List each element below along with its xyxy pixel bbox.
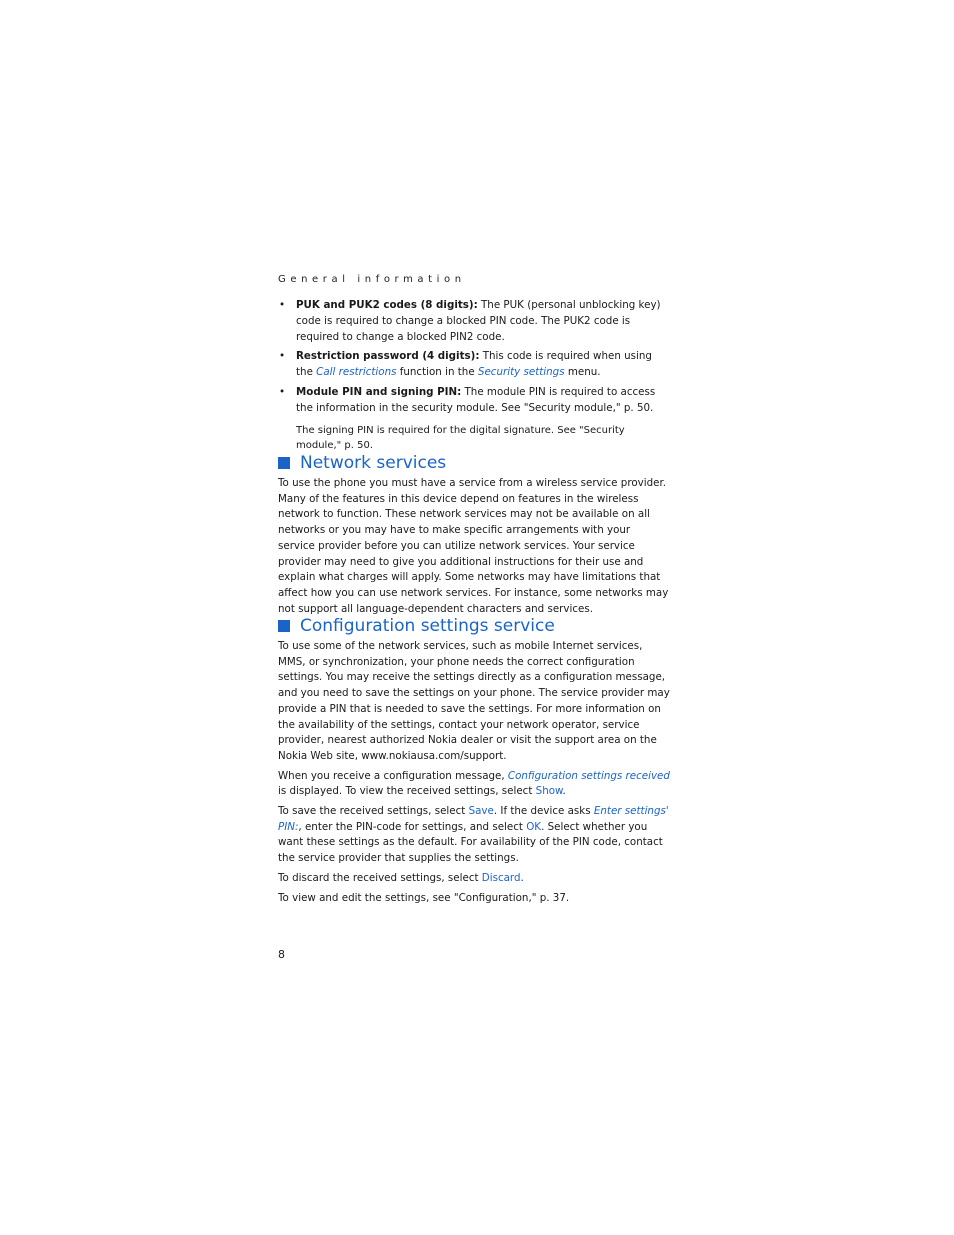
save-option[interactable]: Save [468,805,494,818]
enter-settings-pin-link[interactable]: Enter settings' PIN: [278,805,669,833]
security-settings-link[interactable]: Security settings [477,366,565,379]
bullet-icon: • [279,350,286,363]
pin-code-list [278,298,670,454]
bullet-term: PUK and PUK2 codes (8 digits): [296,299,478,311]
page-number: 8 [278,948,285,961]
paragraph: To use the phone you must have a service from a wireless service provider. Many of the features in this device depend on features in the wireless network to function. These network services may not be available on all networks or you may have to make specific arrangements with your service provider before you can utilize network services. Your service provider may need to give you additional instructions for their use and explain what charges will apply. Some networks may have limitations that affect how you can use network services. For instance, some networks may not support all language-dependent characters and services. [278,477,669,615]
text: is displayed. To view the received settings, select [278,785,536,798]
text: To save the received settings, select [278,805,469,818]
bullet-term: Restriction password (4 digits): [296,350,480,363]
square-bullet-icon [278,620,290,632]
bullet-text: menu. [564,366,601,379]
configuration-body [278,639,670,910]
paragraph [278,769,670,800]
paragraph: To use some of the network services, such as mobile Internet services, MMS, or synchronization, your phone needs the correct configuration settings. You may receive the settings directly as a configuration message, and you need to save the settings on your phone. The service provider may provide a PIN that is needed to save the settings. For more information on the availability of the settings, contact your network operator, service provider, nearest authorized Nokia dealer or visit the support area on the Nokia Web site, www.nokiausa.com/support. [278,640,670,762]
bullet-text: function in the [396,366,478,379]
bullet-text: The PUK (personal unblocking key) code is required to change a blocked PIN code. The PUK2 code is required to change a blocked PIN2 code. [296,299,661,343]
bullet-text: The module PIN is required to access the information in the security module. See "Security module," p. 50. [296,385,656,414]
text: , enter the PIN-code for settings, and select [298,820,527,833]
paragraph: To view and edit the settings, see "Configuration," p. 37. [278,891,570,904]
bullet-text: This code is required when using the [296,350,652,379]
discard-option[interactable]: Discard [481,871,521,884]
text: . Select whether you want these settings as the default. For availability of the PIN code, contact the service provider that supplies the settings. [278,820,663,865]
paragraph [278,804,670,867]
bullet-icon: • [279,385,286,398]
show-option[interactable]: Show [535,785,563,798]
network-services-body [278,476,670,621]
network-services-heading [278,453,446,473]
running-head: General information [278,274,466,285]
text: To discard the received settings, select [278,871,482,884]
heading-text: Network services [300,453,447,473]
signing-pin-note: The signing PIN is required for the digital signature. See "Security module," p. 50. [296,424,625,452]
text: When you receive a configuration message, [278,769,508,782]
list-item [278,385,670,417]
square-bullet-icon [278,457,290,469]
text: . If the device asks [493,805,594,818]
bullet-icon: • [279,299,286,311]
configuration-settings-received-link[interactable]: Configuration settings received [507,769,670,782]
bullet-term: Module PIN and signing PIN: [296,385,462,398]
ok-option[interactable]: OK [526,820,542,833]
paragraph [278,871,670,887]
text: . [520,871,524,884]
call-restrictions-link[interactable]: Call restrictions [316,366,397,379]
heading-text: Configuration settings service [300,616,555,636]
list-item [278,298,670,345]
configuration-heading [278,616,555,636]
text: . [562,785,566,798]
list-item [278,349,670,381]
